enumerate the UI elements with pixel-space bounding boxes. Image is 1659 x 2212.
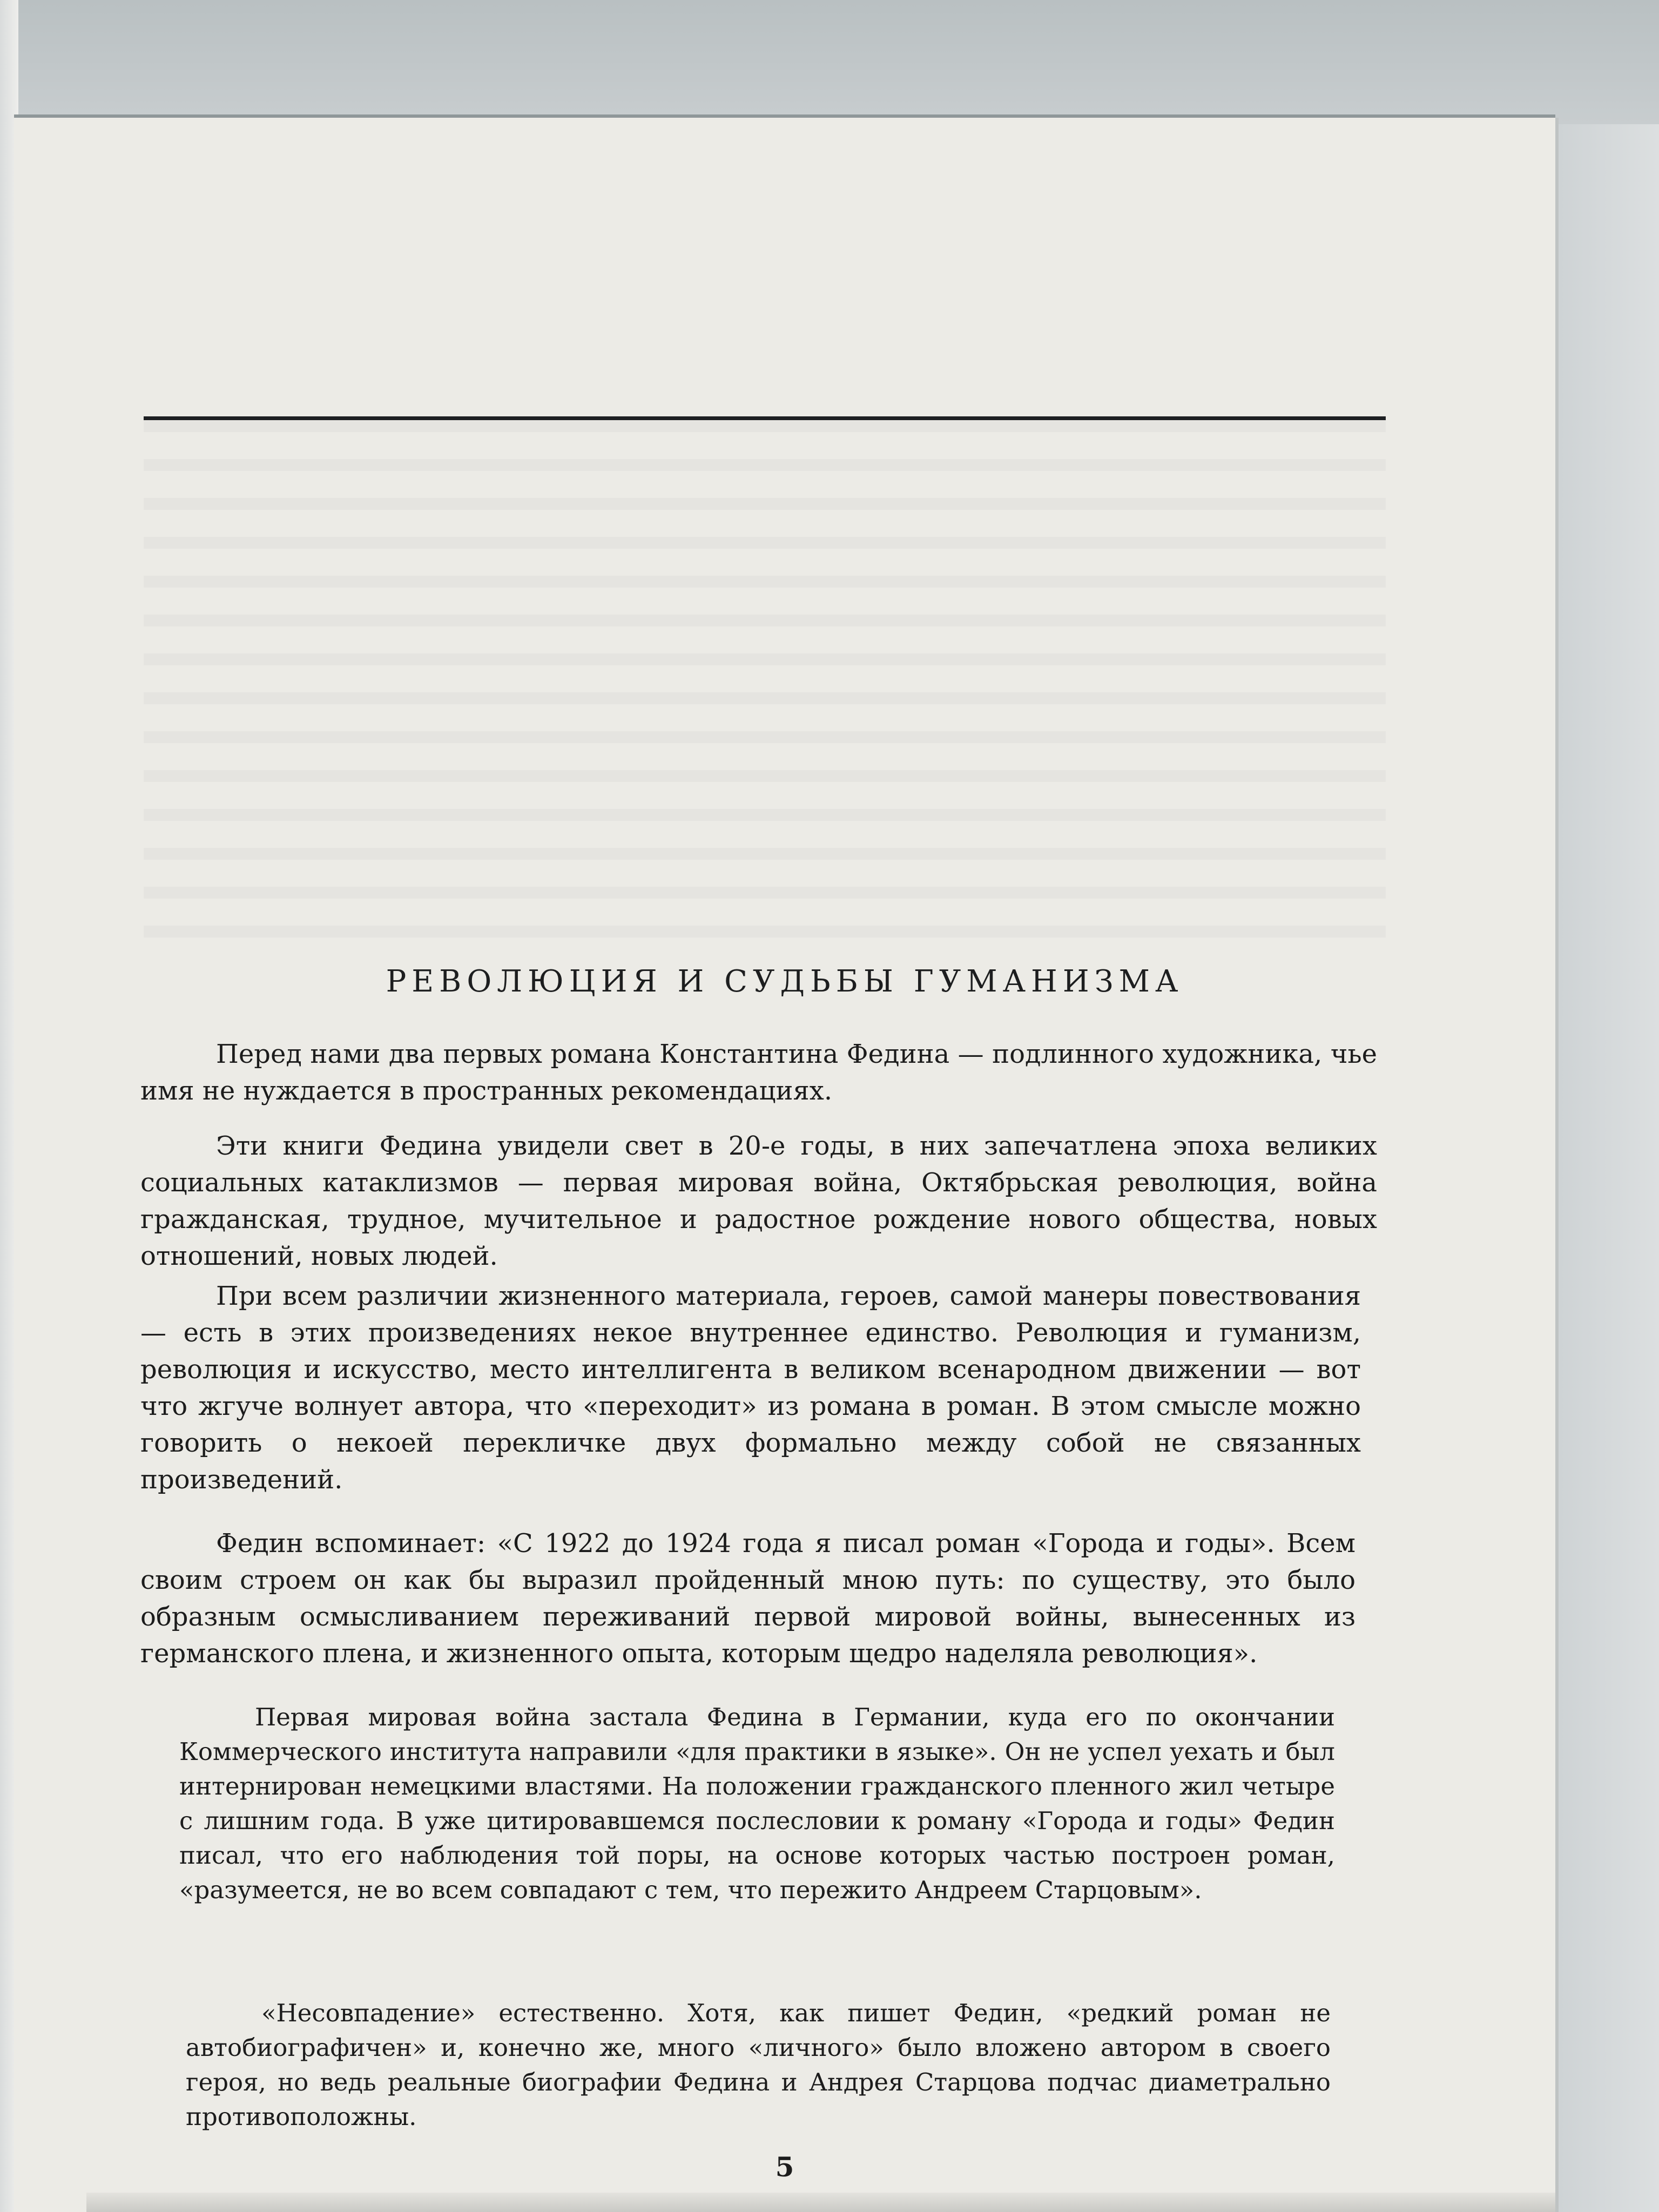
- book-page: [14, 118, 1555, 2212]
- background-surface: [1551, 124, 1659, 2212]
- background-wall: [0, 0, 1659, 124]
- paragraph-6: «Несовпадение» естественно. Хотя, как пишет Федин, «редкий роман не автобиографичен» и, конечно же, много «личного» было вложено автором в своего героя, но ведь реальные биографии Федина и Андрея Старцова подчас диаметрально противоположны.: [186, 1999, 1331, 2131]
- paragraph-5: Первая мировая война застала Федина в Германии, куда его по окончании Коммерческого института направили «для практики в языке». Он не успел уехать и был интернирован немецкими властями. На положении гражданского пленного жил четыре с лишним года. В уже цитировавшемся послесловии к роману «Города и годы» Федин писал, что его наблюдения той поры, на основе которых частью построен роман, «разумеется, не во всем совпадают с тем, что пережито Андреем Старцовым».: [179, 1703, 1335, 1904]
- page-stack-edge: [86, 2193, 1555, 2212]
- chapter-heading: РЕВОЛЮЦИЯ И СУДЬБЫ ГУМАНИЗМА: [386, 964, 1184, 999]
- paragraph-2: Эти книги Федина увидели свет в 20-е годы, в них запечатлена эпоха великих социальных катаклизмов — первая мировая война, Октябрьская революция, война гражданская, трудное, мучительное и радостное рождение нового общества, новых отношений, новых людей.: [140, 1131, 1377, 1271]
- paragraph-1: Перед нами два первых романа Константина Федина — подлинного художника, чье имя не нуждается в пространных рекомендациях.: [140, 1039, 1377, 1106]
- bleed-through-text: [144, 420, 1386, 960]
- header-rule: [144, 416, 1386, 420]
- paragraph-4: Федин вспоминает: «С 1922 до 1924 года я писал роман «Города и годы». Всем своим строем он как бы выразил пройденный мною путь: по существу, это было образным осмысливанием переживаний первой мировой войны, вынесенных из германского плена, и жизненного опыта, которым щедро наделяла революция».: [140, 1528, 1355, 1669]
- page-number: 5: [775, 2151, 794, 2183]
- paragraph-3: При всем различии жизненного материала, героев, самой манеры повествования — есть в этих произведениях некое внутреннее единство. Революция и гуманизм, революция и искусство, место интеллигента в великом всенародном движении — вот что жгуче волнует автора, что «переходит» из романа в роман. В этом смысле можно говорить о некоей перекличке двух формально между собой не связанных произведений.: [140, 1281, 1361, 1495]
